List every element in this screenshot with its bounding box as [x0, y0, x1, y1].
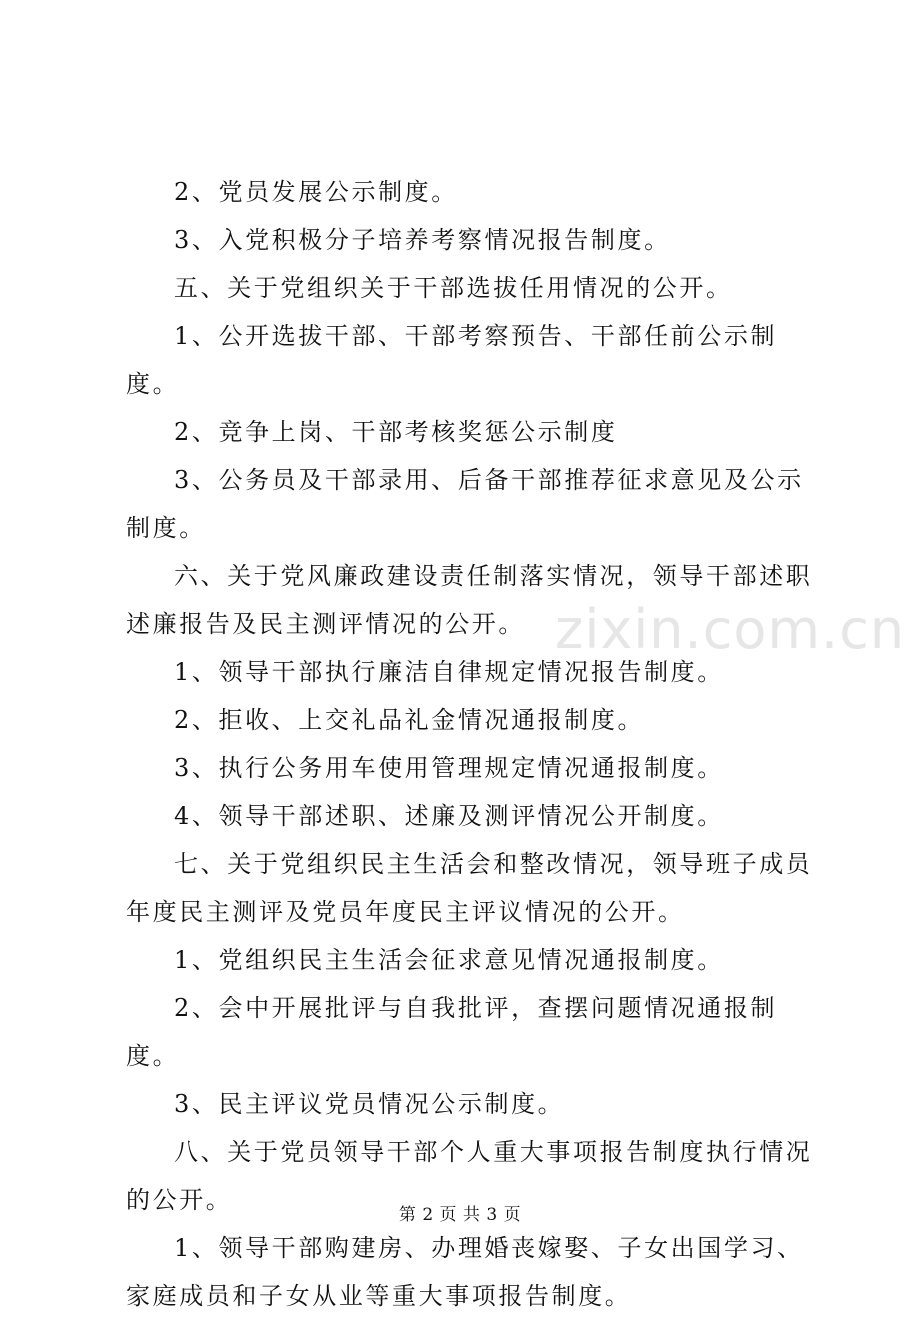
page-number-footer: 第 2 页 共 3 页	[398, 1205, 522, 1225]
paragraph: 1、领导干部购建房、办理婚丧嫁娶、子女出国学习、家庭成员和子女从业等重大事项报告制度。	[126, 1234, 804, 1310]
paragraph: 4、领导干部述职、述廉及测评情况公开制度。	[174, 802, 724, 830]
section-heading: 八、关于党员领导干部个人重大事项报告制度执行情况的公开。	[126, 1138, 813, 1214]
section-heading: 五、关于党组织关于干部选拔任用情况的公开。	[174, 274, 733, 302]
paragraph: 3、公务员及干部录用、后备干部推荐征求意见及公示制度。	[126, 466, 804, 542]
paragraph: 1、党组织民主生活会征求意见情况通报制度。	[174, 946, 724, 974]
paragraph: 1、领导干部执行廉洁自律规定情况报告制度。	[174, 658, 724, 686]
section-heading: 六、关于党风廉政建设责任制落实情况，领导干部述职述廉报告及民主测评情况的公开。	[126, 562, 813, 638]
watermark: zixin.com.cn	[555, 598, 906, 661]
paragraph: 3、执行公务用车使用管理规定情况通报制度。	[174, 754, 724, 782]
paragraph: 2、会中开展批评与自我批评，查摆问题情况通报制度。	[126, 994, 778, 1070]
paragraph: 2、党员发展公示制度。	[174, 178, 458, 206]
paragraph: 3、民主评议党员情况公示制度。	[174, 1090, 565, 1118]
document-body	[126, 168, 816, 1320]
paragraph: 2、拒收、上交礼品礼金情况通报制度。	[174, 706, 645, 734]
paragraph: 1、公开选拔干部、干部考察预告、干部任前公示制度。	[126, 322, 778, 398]
section-heading: 七、关于党组织民主生活会和整改情况，领导班子成员年度民主测评及党员年度民主评议情况的公开。	[126, 850, 813, 926]
paragraph: 3、入党积极分子培养考察情况报告制度。	[174, 226, 671, 254]
paragraph: 2、竞争上岗、干部考核奖惩公示制度	[174, 418, 618, 446]
